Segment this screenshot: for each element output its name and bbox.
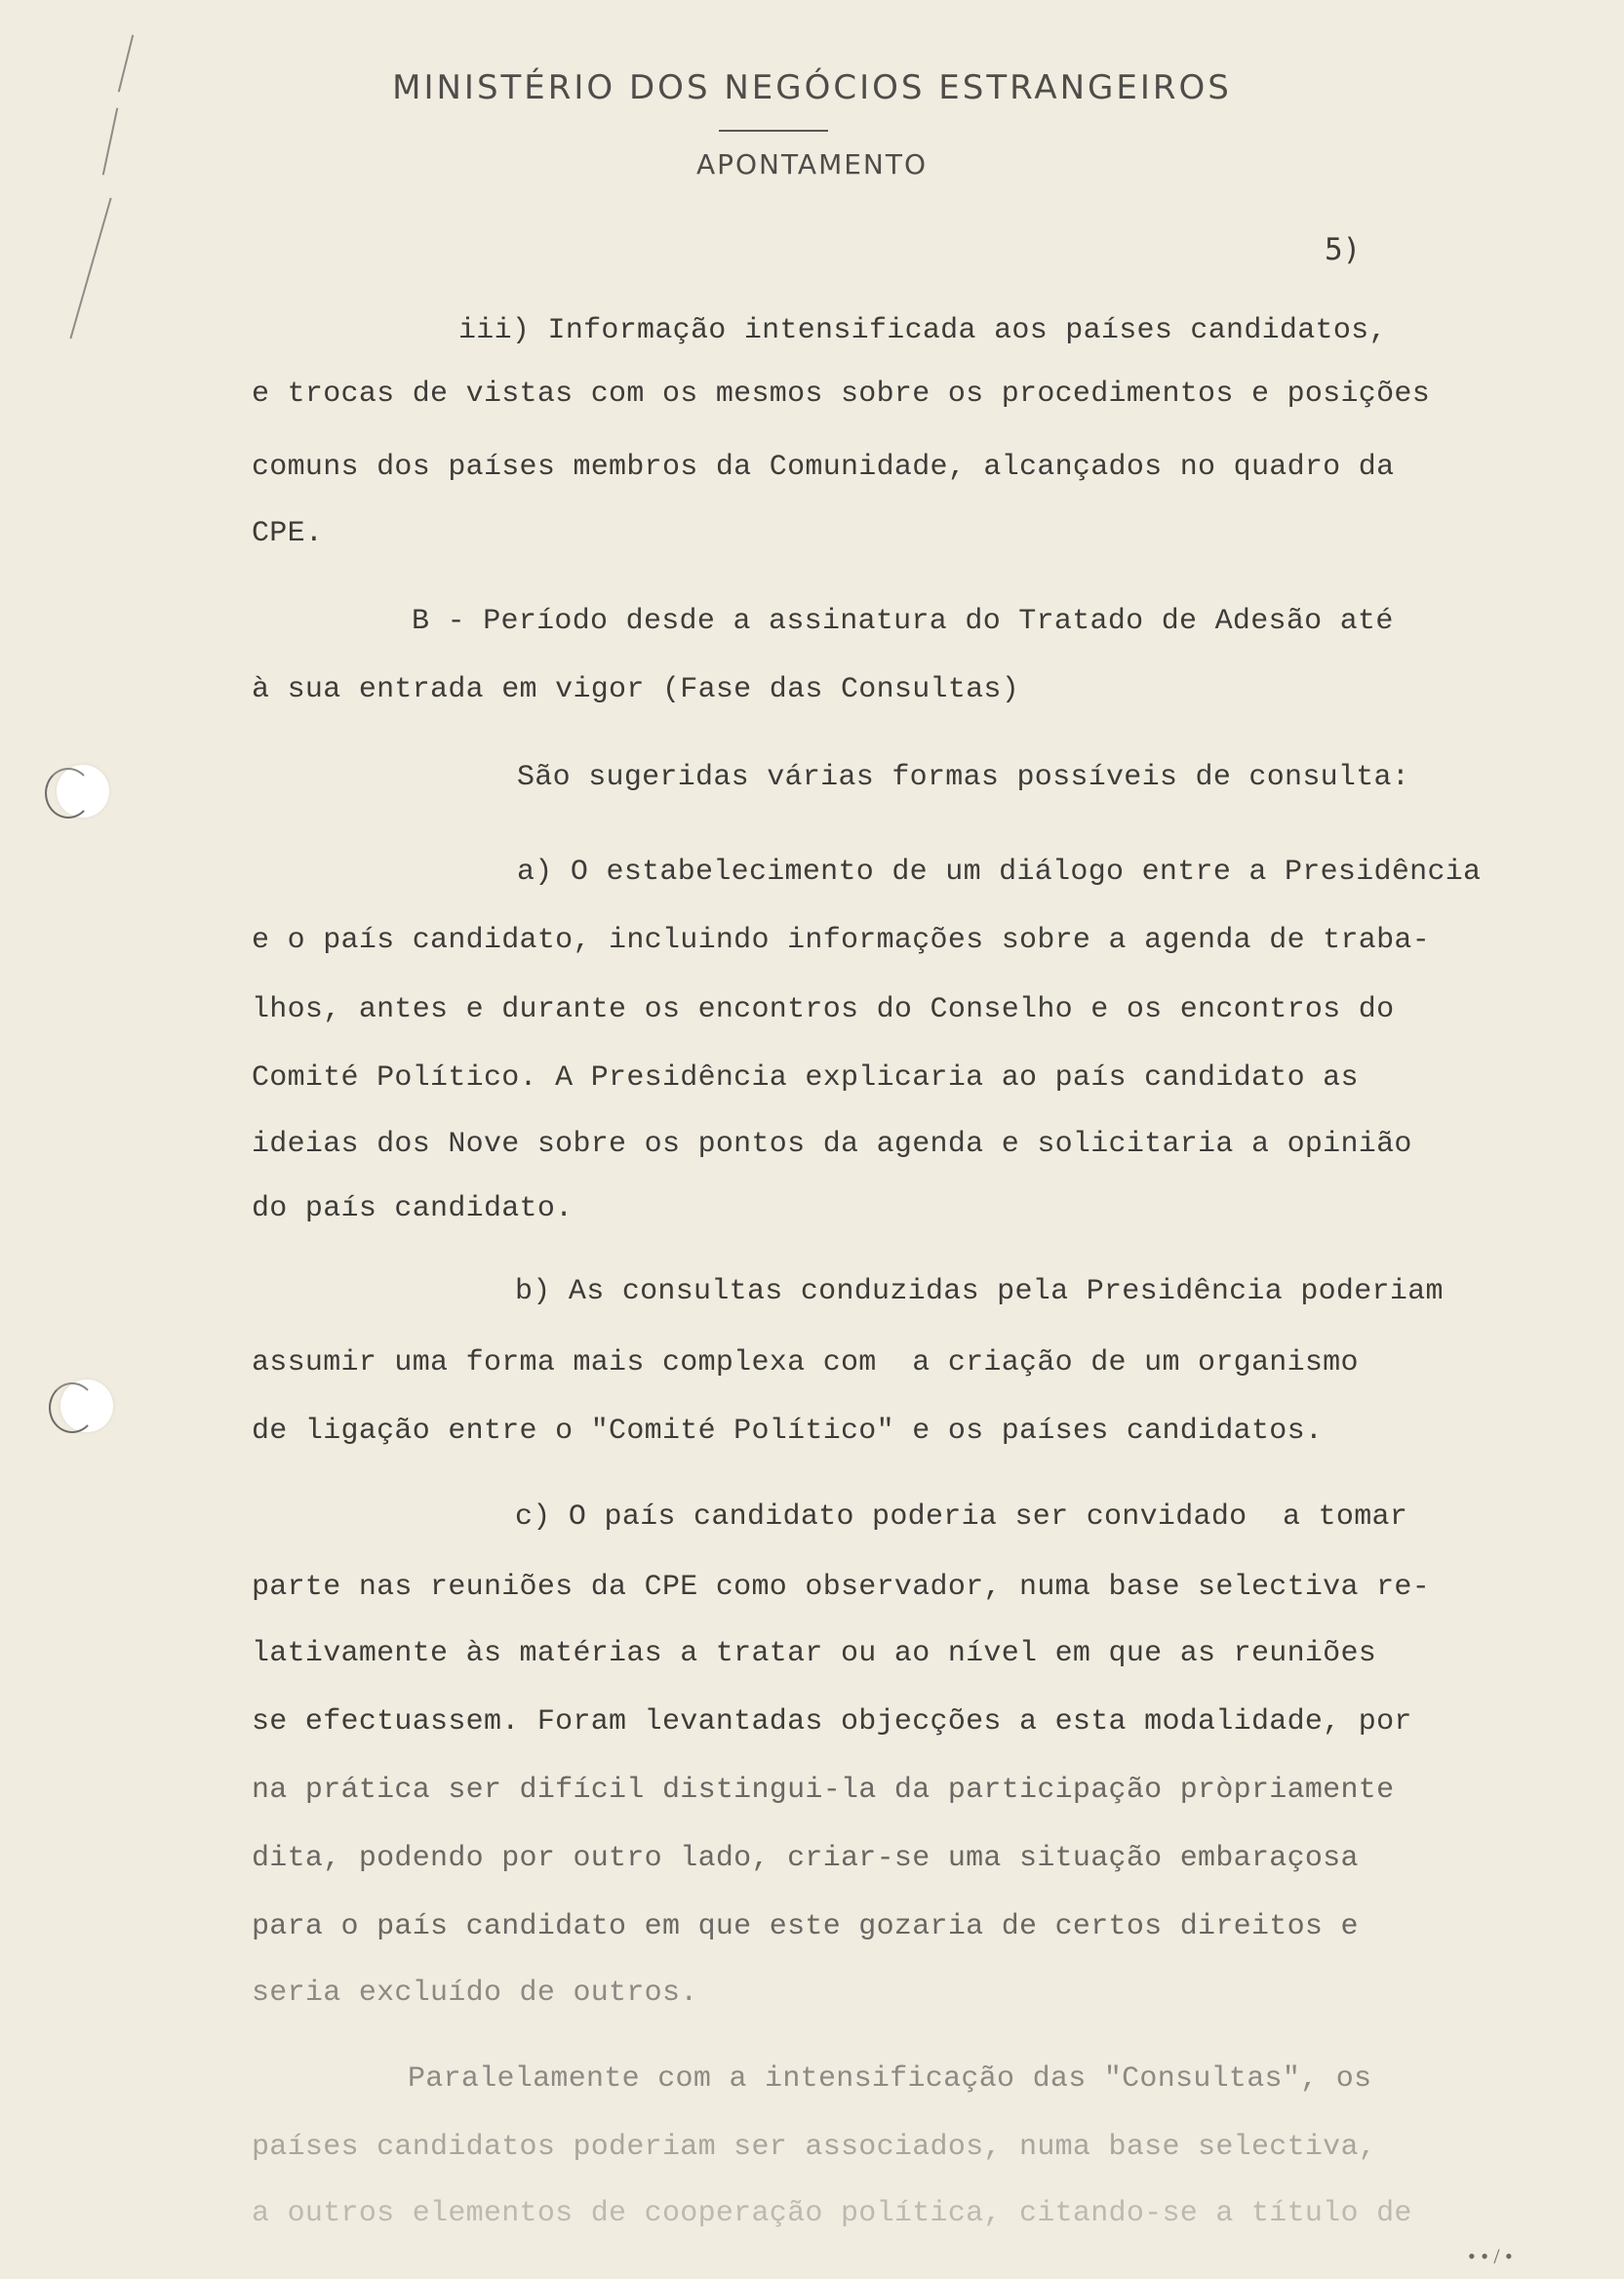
text-line: assumir uma forma mais complexa com a criação de um organismo xyxy=(252,1346,1359,1379)
text-line: Paralelamente com a intensificação das "Consultas", os xyxy=(408,2062,1372,2096)
text-line: de ligação entre o "Comité Político" e os países candidatos. xyxy=(252,1415,1324,1448)
letterhead-rule xyxy=(719,130,828,132)
corner-mark: • • / • xyxy=(1468,2244,1513,2268)
text-line: parte nas reuniões da CPE como observador, numa base selectiva re- xyxy=(252,1571,1430,1604)
text-line: iii) Informação intensificada aos países candidatos, xyxy=(458,314,1387,347)
page-number: 5) xyxy=(1325,232,1362,267)
text-line: à sua entrada em vigor (Fase das Consultas) xyxy=(252,673,1020,706)
text-line: B - Período desde a assinatura do Tratado de Adesão até xyxy=(412,605,1394,638)
text-line: do país candidato. xyxy=(252,1192,574,1225)
text-line: c) O país candidato poderia ser convidado a tomar xyxy=(515,1500,1408,1534)
text-line: comuns dos países membros da Comunidade, alcançados no quadro da xyxy=(252,451,1395,484)
text-line: e trocas de vistas com os mesmos sobre os procedimentos e posições xyxy=(252,378,1430,411)
text-line: Comité Político. A Presidência explicaria ao país candidato as xyxy=(252,1061,1359,1095)
text-line: e o país candidato, incluindo informações sobre a agenda de traba- xyxy=(252,924,1430,957)
document-type: APONTAMENTO xyxy=(695,148,929,180)
text-line: lhos, antes e durante os encontros do Conselho e os encontros do xyxy=(252,993,1395,1026)
text-line: países candidatos poderiam ser associados, numa base selectiva, xyxy=(252,2131,1377,2164)
text-line: dita, podendo por outro lado, criar-se uma situação embaraçosa xyxy=(252,1842,1359,1875)
text-line: se efectuassem. Foram levantadas objecções a esta modalidade, por xyxy=(252,1705,1412,1739)
text-line: seria excluído de outros. xyxy=(252,1977,698,2010)
punch-hole-edge xyxy=(45,768,92,819)
text-line: São sugeridas várias formas possíveis de consulta: xyxy=(517,761,1410,794)
text-line: a outros elementos de cooperação política, citando-se a título de xyxy=(252,2197,1412,2230)
margin-mark xyxy=(69,198,111,340)
ministry-letterhead: MINISTÉRIO DOS NEGÓCIOS ESTRANGEIROS xyxy=(392,68,1232,107)
text-line: a) O estabelecimento de um diálogo entre a Presidência xyxy=(517,856,1482,889)
text-line: b) As consultas conduzidas pela Presidência poderiam xyxy=(515,1275,1444,1308)
text-line: ideias dos Nove sobre os pontos da agenda e solicitaria a opinião xyxy=(252,1128,1412,1161)
punch-hole-edge xyxy=(49,1382,96,1433)
text-line: CPE. xyxy=(252,517,324,550)
text-line: para o país candidato em que este gozaria de certos direitos e xyxy=(252,1910,1359,1943)
text-line: lativamente às matérias a tratar ou ao nível em que as reuniões xyxy=(252,1637,1377,1670)
text-line: na prática ser difícil distingui-la da participação pròpriamente xyxy=(252,1774,1395,1807)
